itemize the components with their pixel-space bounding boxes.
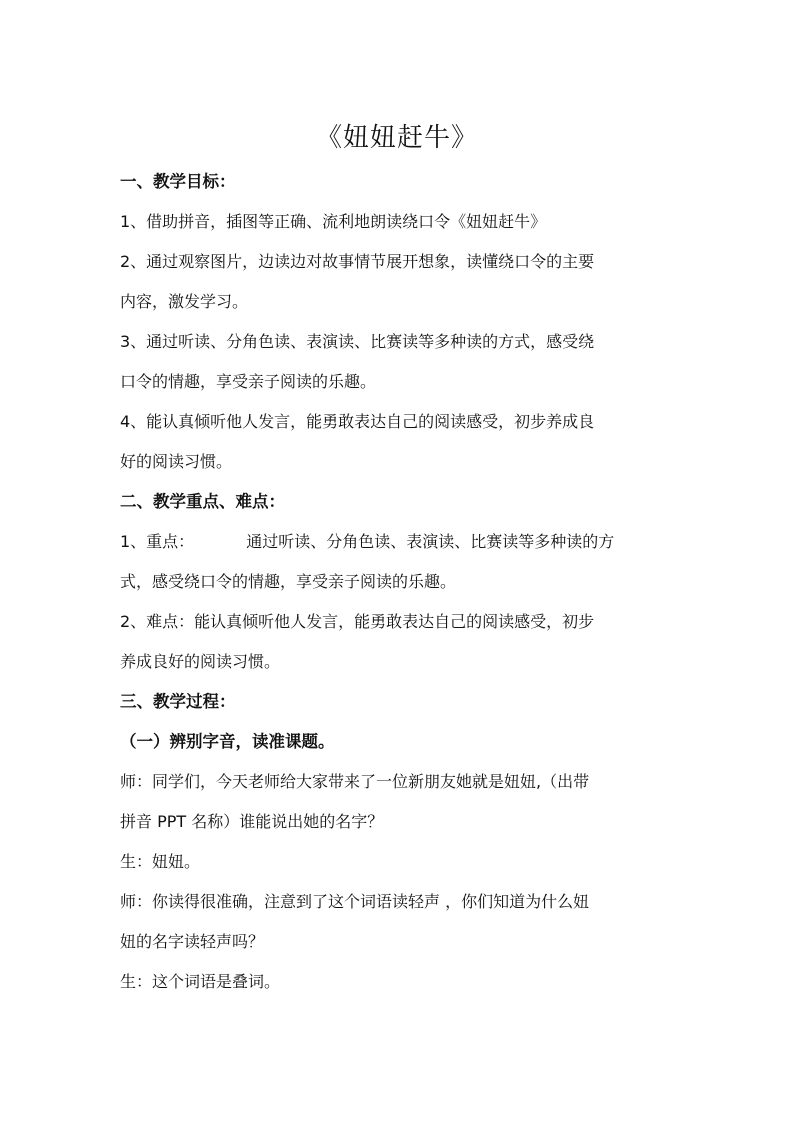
document-body [120,162,678,1002]
dialogue-line: 生：这个词语是叠词。 [120,972,281,991]
difficulty-item-2-cont: 养成良好的阅读习惯。 [120,652,281,671]
process-heading: 三、教学过程： [120,692,236,711]
dialogue-line: 师：同学们，今天老师给大家带来了一位新朋友她就是妞妞,（出带 [120,772,590,791]
process-subheading: （一）辨别字音，读准课题。 [120,732,335,751]
key-points-heading: 二、教学重点、难点： [120,492,285,511]
key-point-text: 通过听读、分角色读、表演读、比赛读等多种读的方 [246,532,615,551]
goal-item-3-cont: 口令的情趣，享受亲子阅读的乐趣。 [120,372,377,391]
goal-item-2-cont: 内容，激发学习。 [120,292,249,311]
goal-item-2: 2、通过观察图片，边读边对故事情节展开想象，读懂绕口令的主要 [120,252,595,271]
dialogue-line: 生：妞妞。 [120,852,201,871]
key-point-item-1-cont: 式，感受绕口令的情趣，享受亲子阅读的乐趣。 [120,572,457,591]
dialogue-line: 妞的名字读轻声吗？ [120,932,265,951]
goal-item-1: 1、借助拼音，插图等正确、流利地朗读绕口令《妞妞赶牛》 [120,212,547,231]
document-title: 《妞妞赶牛》 [315,123,478,153]
goal-item-4-cont: 好的阅读习惯。 [120,452,233,471]
dialogue-line: 师：你读得很准确，注意到了这个词语读轻声 ，你们知道为什么妞 [120,892,590,911]
difficulty-item-2: 2、难点：能认真倾听他人发言，能勇敢表达自己的阅读感受，初步 [120,612,595,631]
key-point-item-1 [120,522,678,562]
goal-item-4: 4、能认真倾听他人发言，能勇敢表达自己的阅读感受，初步养成良 [120,412,595,431]
dialogue-line: 拼音 PPT 名称）谁能说出她的名字？ [120,812,384,831]
goals-heading: 一、教学目标： [120,172,236,191]
key-point-label: 1、重点： [120,532,195,551]
goal-item-3: 3、通过听读、分角色读、表演读、比赛读等多种读的方式，感受绕 [120,332,595,351]
